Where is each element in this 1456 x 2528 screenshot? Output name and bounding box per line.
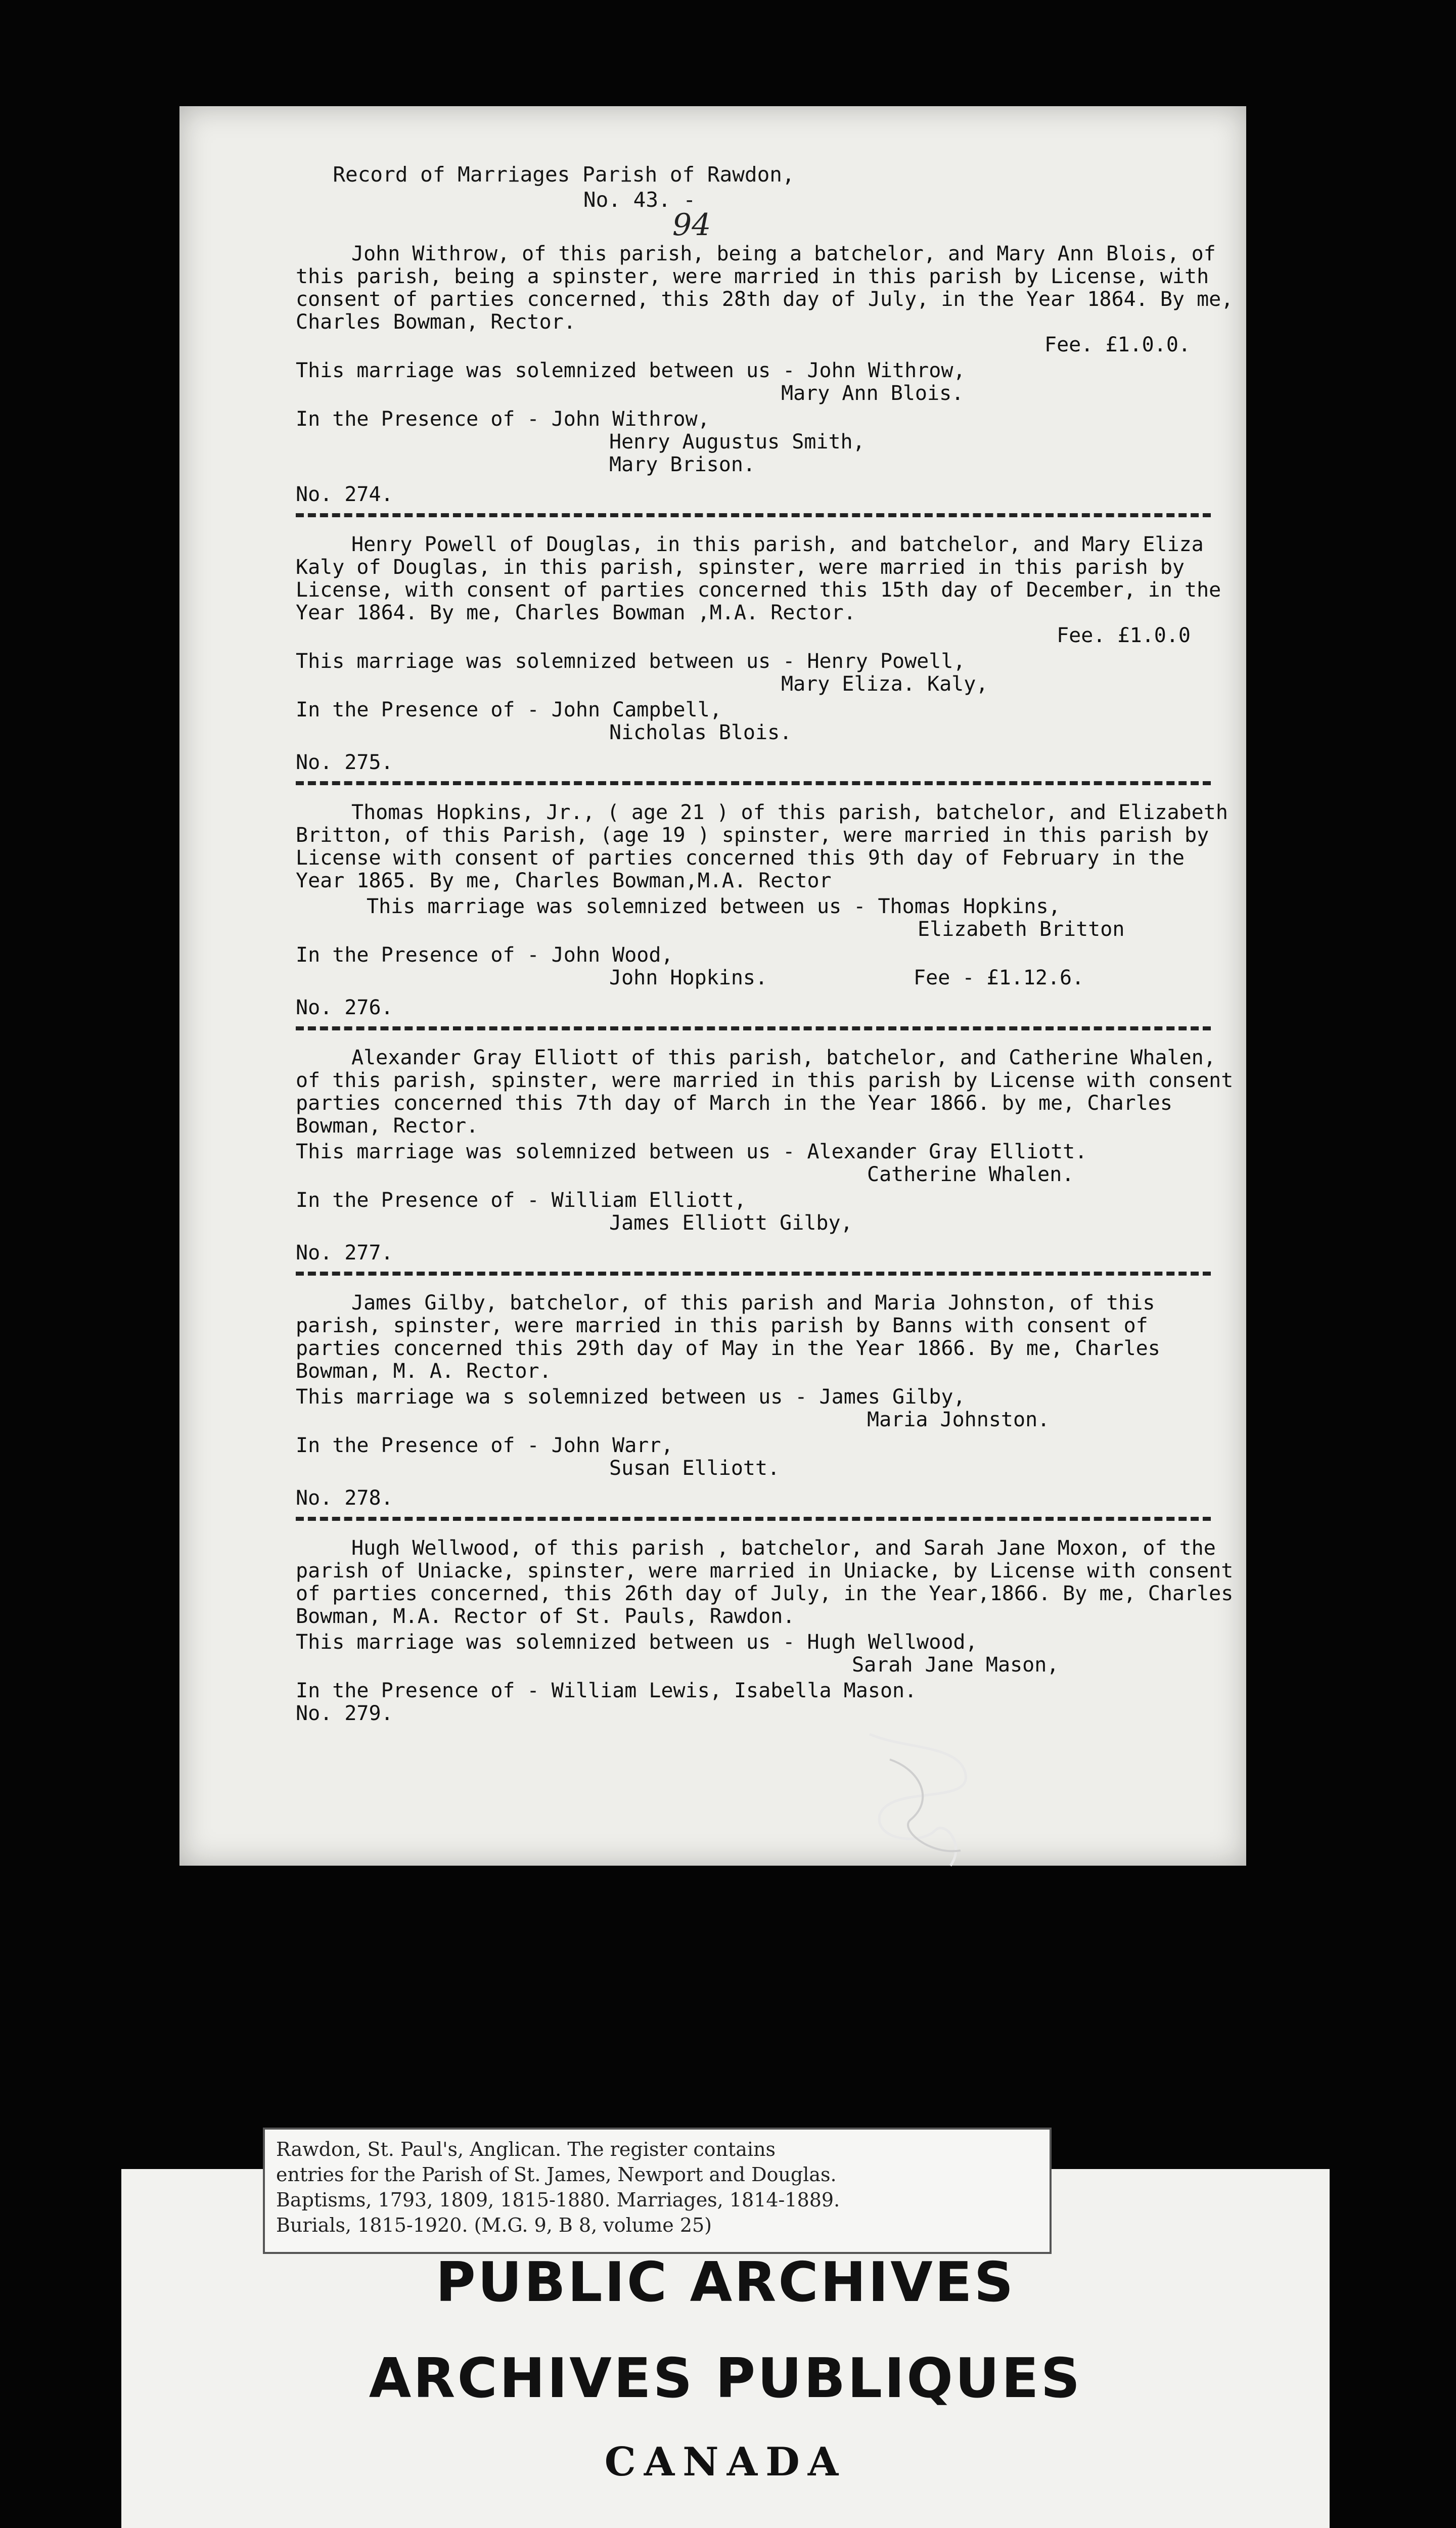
- record-presence: In the Presence of - John Withrow,: [296, 408, 710, 431]
- record-text: John Withrow, of this parish, being a batchelor, and Mary Ann Blois, of this parish, being a spinster, were married in this parish by License, with consent of parties concerned, this 28th day of July, in the Year 1864. By me, Charles Bowman, Rector.: [296, 242, 1246, 334]
- record-presence: In the Presence of - William Elliott,: [296, 1189, 747, 1212]
- archives-french: ARCHIVES PUBLIQUES: [369, 2347, 1082, 2410]
- divider: [296, 1026, 1211, 1030]
- record-presence: In the Presence of - William Lewis, Isabella Mason.: [296, 1679, 917, 1702]
- record-solemnized: This marriage was solemnized between us - Henry Powell,: [296, 650, 966, 673]
- archives-country: CANADA: [604, 2439, 847, 2485]
- record-text: Alexander Gray Elliott of this parish, batchelor, and Catherine Whalen, of this parish, spinster, were married in this parish by License with consent parties concerned this 7th day of March in the Year 1866. by me, Charles Bowman, Rector.: [296, 1046, 1246, 1138]
- record-solemnized: This marriage was solemnized between us - Hugh Wellwood,: [296, 1631, 978, 1654]
- record-presence: In the Presence of - John Campbell,: [296, 698, 722, 721]
- register-number: No. 43. -: [583, 188, 696, 212]
- divider: [296, 513, 1211, 517]
- marriage-record: [296, 242, 1246, 506]
- thread-scribble: [859, 1729, 981, 1876]
- register-title: Record of Marriages Parish of Rawdon,: [333, 162, 795, 187]
- catalog-note: [263, 2128, 1052, 2254]
- record-solemnized: This marriage was solemnized between us - Thomas Hopkins,: [367, 895, 1061, 918]
- record-presence: In the Presence of - John Wood,: [296, 943, 673, 967]
- record-number: No. 279.: [296, 1702, 393, 1725]
- record-fee: Fee. £1.0.0: [1057, 624, 1191, 647]
- record-party2: Sarah Jane Mason,: [852, 1653, 1059, 1677]
- archives-stamp: [121, 2245, 1330, 2493]
- record-number: No. 276.: [296, 996, 393, 1019]
- marriage-record: [296, 1537, 1246, 1725]
- record-number: No. 274.: [296, 483, 393, 506]
- register-page: [179, 106, 1246, 1866]
- record-witness: Susan Elliott.: [609, 1457, 780, 1480]
- record-witness: Henry Augustus Smith,: [609, 430, 865, 454]
- marriage-record: [296, 1046, 1246, 1265]
- divider: [296, 781, 1211, 785]
- record-solemnized: This marriage wa s solemnized between us - James Gilby,: [296, 1385, 966, 1409]
- record-party2: Mary Eliza. Kaly,: [781, 672, 988, 696]
- record-witness: John Hopkins. Fee - £1.12.6.: [609, 966, 1084, 989]
- record-text: Henry Powell of Douglas, in this parish, and batchelor, and Mary Eliza Kaly of Douglas, in this parish, spinster, were married in this parish by License, with consent of parties concerned this 15th day of December, in the Year 1864. By me, Charles Bowman ,M.A. Rector.: [296, 533, 1234, 624]
- record-text: Thomas Hopkins, Jr., ( age 21 ) of this parish, batchelor, and Elizabeth Britton, of this Parish, (age 19 ) spinster, were married in this parish by License with consent of parties concerned this 9th day of February in the Year 1865. By me, Charles Bowman,M.A. Rector: [296, 801, 1240, 892]
- catalog-line: Baptisms, 1793, 1809, 1815-1880. Marriages, 1814-1889.: [276, 2189, 840, 2211]
- record-party2: Mary Ann Blois.: [781, 382, 964, 405]
- record-number: No. 278.: [296, 1486, 393, 1510]
- record-text: James Gilby, batchelor, of this parish and Maria Johnston, of this parish, spinster, were married in this parish by Banns with consent of parties concerned this 29th day of May in the Year 1866. By me, Charles Bowman, M. A. Rector.: [296, 1291, 1172, 1383]
- record-witness: Mary Brison.: [609, 453, 755, 476]
- record-witness: Nicholas Blois.: [609, 721, 792, 744]
- record-party2: Maria Johnston.: [867, 1408, 1050, 1431]
- record-text: Hugh Wellwood, of this parish , batchelor, and Sarah Jane Moxon, of the parish of Uniacke, spinster, were married in Uniacke, by License with consent of parties concerned, this 26th day of July, in the Year,1866. By me, Charles Bowman, M.A. Rector of St. Pauls, Rawdon.: [296, 1537, 1246, 1628]
- catalog-line: Burials, 1815-1920. (M.G. 9, B 8, volume 25): [276, 2214, 712, 2236]
- marriage-records: [296, 242, 1246, 1725]
- marriage-record: [296, 1292, 1236, 1510]
- record-witness: James Elliott Gilby,: [609, 1211, 853, 1235]
- record-party2: Catherine Whalen.: [867, 1163, 1074, 1186]
- page-header: [179, 162, 948, 243]
- catalog-line: Rawdon, St. Paul's, Anglican. The register contains: [276, 2138, 776, 2160]
- record-presence: In the Presence of - John Warr,: [296, 1434, 673, 1457]
- record-solemnized: This marriage was solemnized between us - Alexander Gray Elliott.: [296, 1140, 1087, 1163]
- folio-number: 94: [672, 207, 711, 243]
- record-fee: Fee. £1.0.0.: [1044, 333, 1191, 356]
- marriage-record: [296, 801, 1240, 1019]
- catalog-line: entries for the Parish of St. James, Newport and Douglas.: [276, 2163, 837, 2186]
- divider: [296, 1272, 1211, 1276]
- record-number: No. 277.: [296, 1241, 393, 1265]
- record-number: No. 275.: [296, 751, 393, 774]
- archives-english: PUBLIC ARCHIVES: [435, 2251, 1016, 2314]
- record-solemnized: This marriage was solemnized between us - John Withrow,: [296, 359, 966, 382]
- record-party2: Elizabeth Britton: [918, 918, 1125, 941]
- marriage-record: [296, 533, 1236, 774]
- divider: [296, 1517, 1211, 1521]
